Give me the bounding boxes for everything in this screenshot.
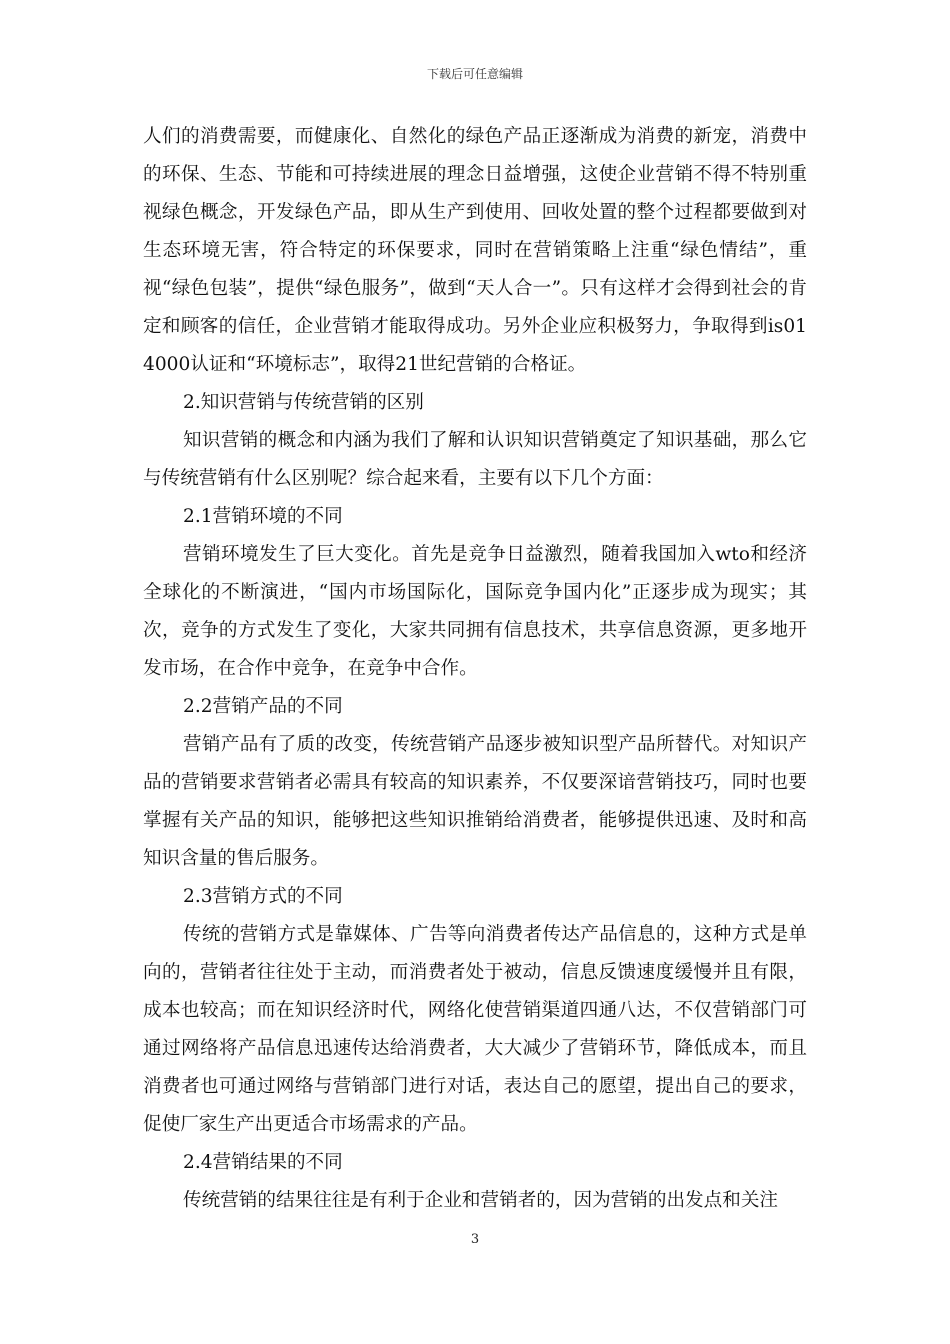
- section-heading: 2.1营销环境的不同: [183, 506, 343, 527]
- body-paragraph: 营销产品有了质的改变，传统营销产品逐步被知识型产品所替代。对知识产品的营销要求营销者必需具有较高的知识素养，不仅要深谙营销技巧，同时也要掌握有关产品的知识，能够把这些知识推销给消费者，能够提供迅速、及时和高知识含量的售后服务。: [143, 734, 807, 869]
- section-heading: 2.3营销方式的不同: [183, 886, 343, 907]
- body-paragraph: 营销环境发生了巨大变化。首先是竞争日益激烈，随着我国加入wto和经济全球化的不断演进，“国内市场国际化，国际竞争国内化”正逐步成为现实；其次，竞争的方式发生了变化，大家共同拥有信息技术，共享信息资源，更多地开发市场，在合作中竞争，在竞争中合作。: [143, 544, 807, 679]
- section-heading: 2.知识营销与传统营销的区别: [183, 392, 424, 413]
- page-number: 3: [470, 1232, 480, 1247]
- document-body: [143, 118, 807, 1220]
- section-heading: 2.4营销结果的不同: [183, 1152, 343, 1173]
- body-paragraph: 传统的营销方式是靠媒体、广告等向消费者传达产品信息的，这种方式是单向的，营销者往往处于主动，而消费者处于被动，信息反馈速度缓慢并且有限，成本也较高；而在知识经济时代，网络化使营销渠道四通八达，不仅营销部门可通过网络将产品信息迅速传达给消费者，大大减少了营销环节，降低成本，而且消费者也可通过网络与营销部门进行对话，表达自己的愿望，提出自己的要求，促使厂家生产出更适合市场需求的产品。: [143, 924, 807, 1135]
- body-paragraph: 传统营销的结果往往是有利于企业和营销者的，因为营销的出发点和关注: [183, 1190, 779, 1211]
- body-paragraph: 人们的消费需要，而健康化、自然化的绿色产品正逐渐成为消费的新宠，消费中的环保、生态、节能和可持续进展的理念日益增强，这使企业营销不得不特别重视绿色概念，开发绿色产品，即从生产到使用、回收处置的整个过程都要做到对生态环境无害，符合特定的环保要求，同时在营销策略上注重“绿色情结”，重视“绿色包装”，提供“绿色服务”，做到“天人合一”。只有这样才会得到社会的肯定和顾客的信任，企业营销才能取得成功。另外企业应积极努力，争取得到is014000认证和“环境标志”，取得21世纪营销的合格证。: [143, 126, 807, 375]
- section-heading: 2.2营销产品的不同: [183, 696, 343, 717]
- body-paragraph: 知识营销的概念和内涵为我们了解和认识知识营销奠定了知识基础，那么它与传统营销有什么区别呢？综合起来看，主要有以下几个方面：: [143, 430, 807, 489]
- page-header: 下载后可任意编辑: [426, 67, 523, 81]
